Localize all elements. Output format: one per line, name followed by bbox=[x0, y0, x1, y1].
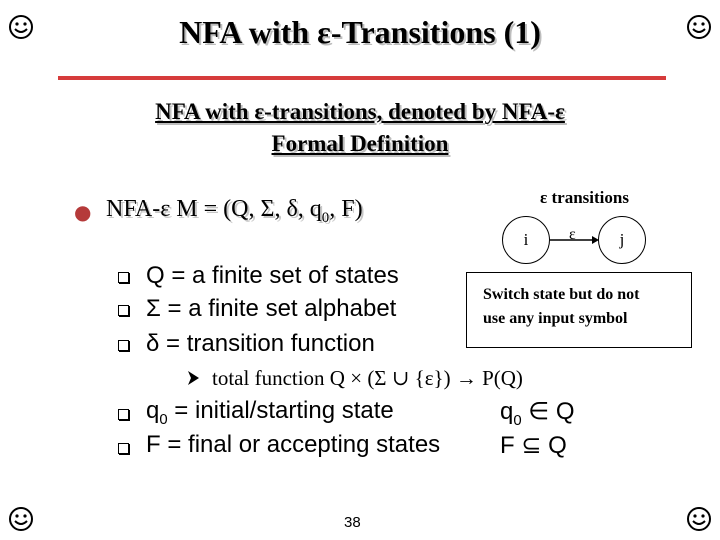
definition-sigma: Σ = a finite set alphabet bbox=[146, 295, 397, 322]
state-i bbox=[502, 216, 550, 264]
slide-title: NFA with ε-Transitions (1) bbox=[179, 14, 541, 50]
note-box bbox=[466, 272, 692, 348]
smiley-icon bbox=[8, 506, 34, 532]
checkbox-bullet-icon bbox=[118, 409, 129, 420]
state-j bbox=[598, 216, 646, 264]
slide-subtitle bbox=[0, 96, 720, 160]
definition-delta: δ = transition function bbox=[146, 330, 375, 357]
state-i-label: i bbox=[523, 230, 529, 249]
definition-q: Q = a finite set of states bbox=[146, 262, 399, 289]
transition-label: ε bbox=[569, 226, 576, 243]
final-states-relation: F ⊆ Q bbox=[500, 432, 567, 459]
definition-start-state: $q_0$ = initial/starting state bbox=[146, 397, 394, 428]
diagram-title: ε transitions bbox=[540, 188, 629, 207]
definition-final-states: F = final or accepting states bbox=[146, 431, 441, 458]
note-line-2: use any input symbol bbox=[483, 310, 628, 327]
circle-bullet-icon: ● bbox=[74, 200, 92, 224]
start-state-relation: $q_0$ ∈ Q bbox=[500, 398, 575, 429]
checkbox-bullet-icon bbox=[118, 443, 129, 454]
checkbox-bullet-icon bbox=[118, 272, 129, 283]
note-line-1: Switch state but do not bbox=[483, 286, 640, 303]
title-divider bbox=[58, 76, 666, 80]
checkbox-bullet-icon bbox=[118, 305, 129, 316]
subtitle-line-1: NFA with ε-transitions, denoted by NFA-ε bbox=[155, 99, 565, 124]
subtitle-line-2: Formal Definition bbox=[271, 131, 449, 156]
page-number: 38 bbox=[344, 514, 361, 531]
total-function-text: total function Q × (Σ ∪ {ε}) → P(Q) bbox=[212, 366, 523, 390]
state-j-label: j bbox=[619, 230, 625, 249]
checkbox-bullet-icon bbox=[118, 340, 129, 351]
arrow-bullet-icon bbox=[186, 370, 200, 386]
nfa-definition: NFA-ε M = (Q, Σ, δ, $q_0$, F) bbox=[106, 196, 363, 226]
smiley-icon bbox=[686, 506, 712, 532]
